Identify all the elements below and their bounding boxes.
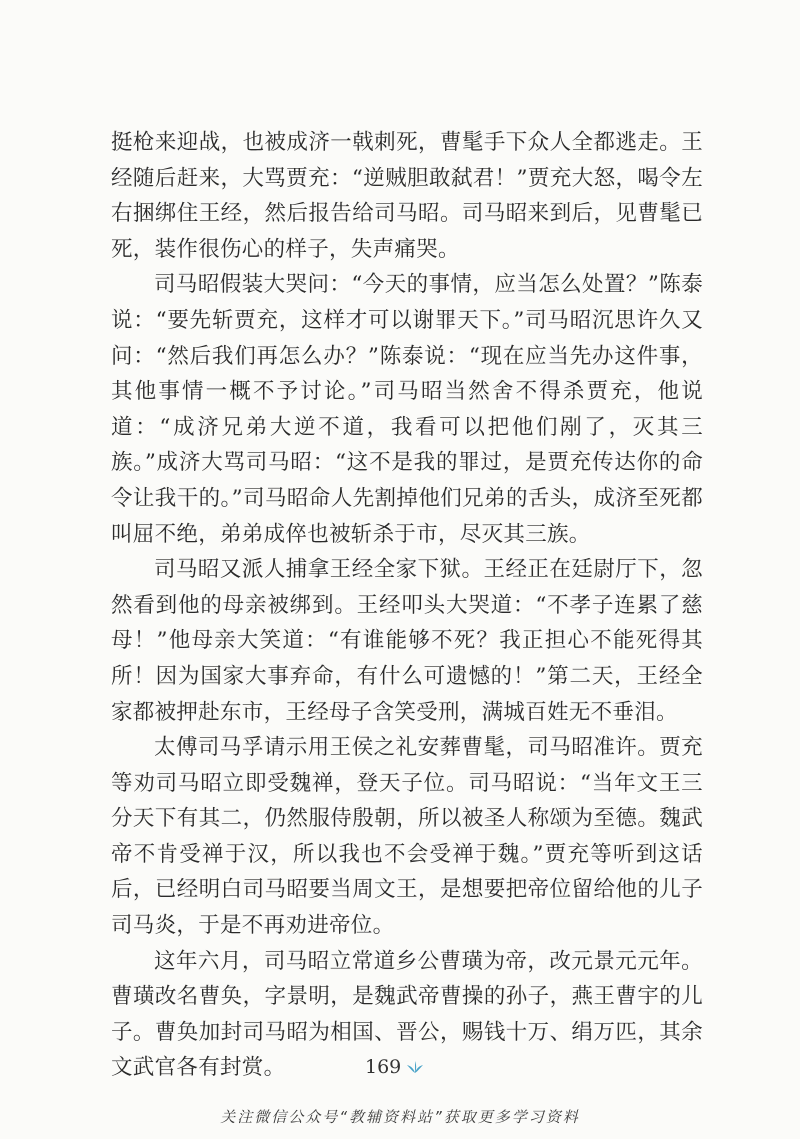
leaf-ornament-icon: [406, 1060, 424, 1074]
page-number-area: [365, 1052, 465, 1082]
page-body: [111, 125, 703, 1086]
paragraph-5: 这年六月，司马昭立常道乡公曹璜为帝，改元景元元年。曹璜改名曹奂，字景明，是魏武帝曹操的孙子，燕王曹宇的儿子。曹奂加封司马昭为相国、晋公，赐钱十万、绢万匹，其余文武官各有封赏。: [111, 948, 703, 1081]
paragraph-2: 司马昭假装大哭问：“今天的事情，应当怎么处置？”陈泰说：“要先斩贾充，这样才可以谢罪天下。”司马昭沉思许久又问：“然后我们再怎么办？”陈泰说：“现在应当先办这件事，其他事情一概不予讨论。”司马昭当然舍不得杀贾充，他说道：“成济兄弟大逆不道，我看可以把他们剐了，灭其三族。”成济大骂司马昭：“这不是我的罪过，是贾充传达你的命令让我干的。”司马昭命人先割掉他们兄弟的舌头，成济至死都叫屈不绝，弟弟成倅也被斩杀于市，尽灭其三族。: [111, 272, 703, 547]
page-number: 169: [365, 1056, 402, 1078]
paragraph-3: 司马昭又派人捕拿王经全家下狱。王经正在廷尉厅下，忽然看到他的母亲被绑到。王经叩头大哭道：“不孝子连累了慈母！”他母亲大笑道：“有谁能够不死？我正担心不能死得其所！因为国家大事弃命，有什么可遗憾的！”第二天，王经全家都被押赴东市，王经母子含笑受刑，满城百姓无不垂泪。: [111, 557, 703, 725]
paragraph-4: 太傅司马孚请示用王侯之礼安葬曹髦，司马昭准许。贾充等劝司马昭立即受魏禅，登天子位。司马昭说：“当年文王三分天下有其二，仍然服侍殷朝，所以被圣人称颂为至德。魏武帝不肯受禅于汉，所以我也不会受禅于魏。”贾充等听到这话后，已经明白司马昭要当周文王，是想要把帝位留给他的儿子司马炎，于是不再劝进帝位。: [111, 735, 703, 939]
paragraph-1: 挺枪来迎战，也被成济一戟刺死，曹髦手下众人全都逃走。王经随后赶来，大骂贾充：“逆贼胆敢弑君！”贾充大怒，喝令左右捆绑住王经，然后报告给司马昭。司马昭来到后，见曹髦已死，装作很伤心的样子，失声痛哭。: [111, 130, 703, 262]
footer-promo-text: 关注微信公众号“教辅资料站”获取更多学习资料: [220, 1108, 580, 1126]
